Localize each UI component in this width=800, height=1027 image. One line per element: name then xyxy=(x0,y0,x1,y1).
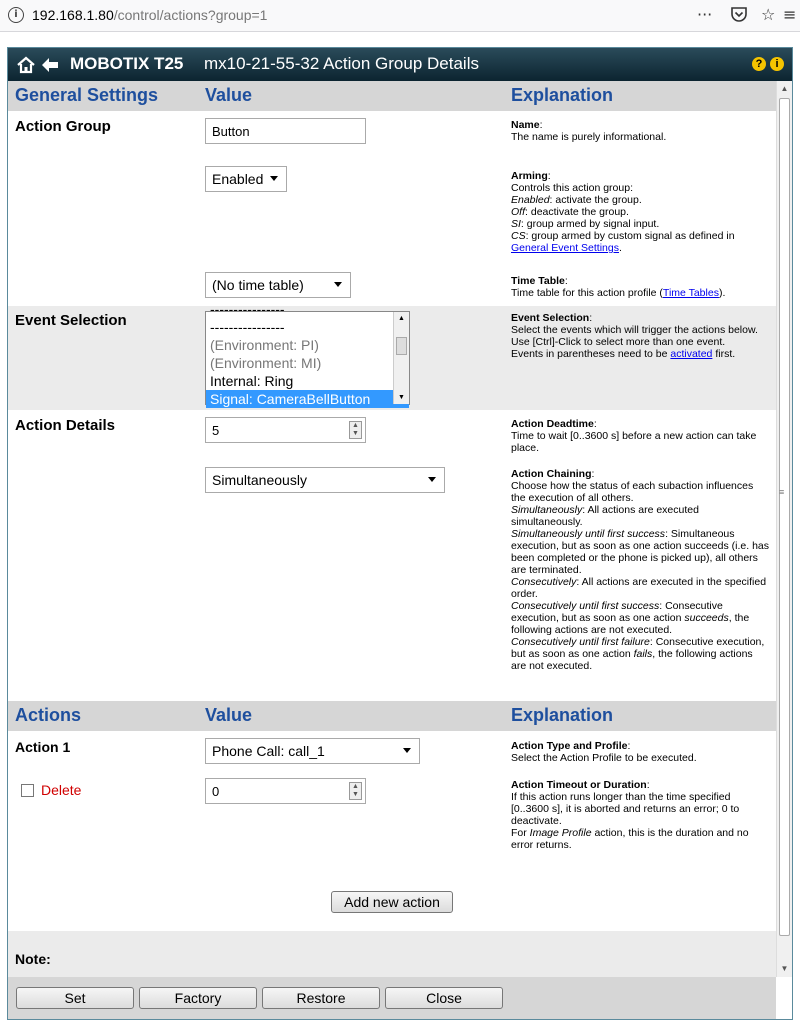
set-button[interactable]: Set xyxy=(16,987,134,1009)
info-icon[interactable]: i xyxy=(770,57,784,71)
url-path: /control/actions?group=1 xyxy=(113,7,268,23)
footer-bar xyxy=(8,977,776,1019)
action-chaining-select[interactable] xyxy=(205,467,445,493)
arming-si-desc: : group armed by signal input. xyxy=(520,218,660,230)
event-expl-body2: Use [Ctrl]-Click to select more than one event. xyxy=(511,336,726,348)
timeout-em: Image Profile xyxy=(529,827,592,839)
action-chaining-select-value: Simultaneously xyxy=(212,472,307,488)
arming-si-term: SI xyxy=(511,218,521,230)
scroll-up-icon[interactable]: ▲ xyxy=(398,315,405,322)
time-table-expl-title: Time Table xyxy=(511,275,565,287)
page-title: mx10-21-55-32 Action Group Details xyxy=(204,54,479,73)
event-expl-body1: Select the events which will trigger the actions below. xyxy=(511,324,758,336)
list-item[interactable]: ---------------- xyxy=(210,301,285,317)
con-term: Consecutively xyxy=(511,576,577,588)
action-details-label: Action Details xyxy=(15,417,116,434)
con-desc: : All actions are executed in the specified order. xyxy=(511,576,767,600)
event-expl-body4: first. xyxy=(712,348,736,360)
event-selection-label: Event Selection xyxy=(15,312,127,329)
simf-term: Simultaneously until first success xyxy=(511,528,666,540)
event-listbox[interactable] xyxy=(205,301,410,407)
activated-link[interactable]: activated xyxy=(670,348,713,360)
explanation-col: Explanation xyxy=(511,705,614,725)
page-frame xyxy=(7,47,793,1020)
page-scrollbar[interactable] xyxy=(776,81,792,977)
list-item[interactable]: (Environment: MI) xyxy=(210,355,322,371)
list-item[interactable]: ---------------- xyxy=(210,319,285,335)
deadtime-expl-body: Time to wait [0..3600 s] before a new action can take place. xyxy=(511,430,757,454)
close-button[interactable]: Close xyxy=(385,987,503,1009)
name-expl-title: Name xyxy=(511,119,540,131)
listbox-scrollbar[interactable] xyxy=(393,312,409,404)
action-1-select[interactable] xyxy=(205,738,420,764)
sim-term: Simultaneously xyxy=(511,504,583,516)
chevron-down-icon xyxy=(428,477,436,482)
action-timeout-value: 0 xyxy=(212,784,220,799)
spinner-icon[interactable]: ▲ ▼ xyxy=(349,782,362,800)
arming-select[interactable] xyxy=(205,166,287,192)
scroll-down-icon[interactable]: ▼ xyxy=(398,394,405,401)
arming-select-value: Enabled xyxy=(212,171,264,187)
action-type-expl-title: Action Type and Profile xyxy=(511,740,628,752)
action-group-name-input[interactable] xyxy=(205,118,366,144)
back-arrow-icon[interactable] xyxy=(40,55,60,75)
event-expl-title: Event Selection xyxy=(511,312,590,324)
list-item-selected[interactable]: Signal: CameraBellButton xyxy=(206,390,409,408)
arming-cs-term: CS xyxy=(511,230,526,242)
chaining-expl-title: Action Chaining xyxy=(511,468,592,480)
delete-checkbox[interactable] xyxy=(21,784,34,797)
arming-enabled-term: Enabled xyxy=(511,194,550,206)
hamburger-menu-icon[interactable]: ≡ xyxy=(783,5,797,24)
arming-off-term: Off xyxy=(511,206,526,218)
action-deadtime-value: 5 xyxy=(212,423,220,438)
delete-label: Delete xyxy=(41,782,82,798)
page-header xyxy=(8,48,792,81)
simf-desc: : Simultaneous execution, but as soon as one action succeeds (i.e. has been completed or the phone is picked up), all others are terminated. xyxy=(511,528,769,576)
conf-em: fails xyxy=(633,648,653,660)
conf-desc1: : Consecutive execution, but as soon as one action xyxy=(511,636,765,660)
action-1-select-value: Phone Call: call_1 xyxy=(212,743,325,759)
spinner-icon[interactable]: ▲ ▼ xyxy=(349,421,362,439)
home-icon[interactable] xyxy=(16,55,36,75)
timeout-expl-body: If this action runs longer than the time specified [0..3600 s], it is aborted and returns an error; 0 to deactivate. xyxy=(511,791,740,827)
ellipsis-icon[interactable]: ··· xyxy=(697,5,713,24)
pocket-icon[interactable] xyxy=(730,5,748,27)
action-group-label: Action Group xyxy=(15,118,111,135)
arming-expl-title: Arming xyxy=(511,170,548,182)
value-col: Value xyxy=(205,85,253,105)
browser-toolbar xyxy=(0,0,800,32)
timeout-expl-body2a: For xyxy=(511,827,530,839)
list-item[interactable]: (Environment: PI) xyxy=(210,337,319,353)
time-table-select-value: (No time table) xyxy=(212,277,304,293)
time-table-expl-body: Time table for this action profile ( xyxy=(511,287,663,299)
cons-term: Consecutively until first success xyxy=(511,600,660,612)
add-new-action-button[interactable]: Add new action xyxy=(331,891,453,913)
action-timeout-explanation: Action Timeout or Duration: If this action runs longer than the time specified [0..3600 s], it is aborted and returns an error; 0 to deactivate. For Image Profile action, this is the duration and no error returns. xyxy=(511,779,749,851)
chaining-expl-intro: Choose how the status of each subaction influences the execution of all others. xyxy=(511,480,754,504)
scroll-thumb[interactable] xyxy=(396,337,407,355)
arming-explanation: Arming: Controls this action group: Enabled: activate the group. Off: deactivate the group. SI: group armed by signal input. CS: group armed by custom signal as defined in General Event Settings. xyxy=(511,170,735,254)
help-icon[interactable]: ? xyxy=(752,57,766,71)
cons-desc2: , the following actions are not executed. xyxy=(511,612,750,636)
event-selection-explanation: Event Selection: Select the events which will trigger the actions below. Use [Ctrl]-Click to select more than one event. Events in parentheses need to be activated first. xyxy=(511,312,758,360)
explanation-col: Explanation xyxy=(511,85,614,105)
grip-icon: ≡ xyxy=(779,487,785,497)
site-info-icon[interactable]: i xyxy=(8,7,24,23)
general-settings-col: General Settings xyxy=(15,85,159,105)
factory-button[interactable]: Factory xyxy=(139,987,257,1009)
cons-em: succeeds xyxy=(684,612,729,624)
action-deadtime-input[interactable] xyxy=(205,417,366,443)
arming-enabled-desc: : activate the group. xyxy=(549,194,642,206)
scroll-up-icon[interactable]: ▲ xyxy=(780,84,789,93)
actions-col: Actions xyxy=(15,705,82,725)
note-row xyxy=(8,931,776,951)
chevron-down-icon xyxy=(334,282,342,287)
star-icon[interactable]: ☆ xyxy=(761,5,776,24)
settings-content xyxy=(8,81,776,951)
name-explanation: Name: The name is purely informational. xyxy=(511,119,667,143)
scroll-down-icon[interactable]: ▼ xyxy=(780,964,789,973)
arming-cs-desc: : group armed by custom signal as defined in xyxy=(525,230,735,242)
time-tables-link[interactable]: Time Tables xyxy=(662,287,719,299)
chevron-down-icon xyxy=(270,176,278,181)
deadtime-explanation: Action Deadtime: Time to wait [0..3600 s] before a new action can take place. xyxy=(511,418,757,454)
time-table-expl-end: ). xyxy=(718,287,726,299)
time-table-select[interactable] xyxy=(205,272,351,298)
conf-desc2: , the following actions are not executed. xyxy=(511,648,753,672)
value-col: Value xyxy=(205,705,253,725)
general-settings-header xyxy=(8,81,776,111)
address-bar[interactable] xyxy=(32,7,267,23)
action-type-explanation: Action Type and Profile: Select the Action Profile to be executed. xyxy=(511,740,697,764)
cons-desc1: : Consecutive execution, but as soon as one action xyxy=(511,600,723,624)
action-timeout-input[interactable] xyxy=(205,778,366,804)
conf-term: Consecutively until first failure xyxy=(511,636,650,648)
note-band xyxy=(8,951,776,977)
scroll-thumb[interactable] xyxy=(779,98,790,936)
event-expl-body3: Events in parentheses need to be xyxy=(511,348,668,360)
name-expl-body: The name is purely informational. xyxy=(511,131,667,143)
list-item[interactable]: Internal: Ring xyxy=(210,373,294,389)
chaining-explanation: Action Chaining: Choose how the status of each subaction influences the execution of all others. Simultaneously: All actions are executed simultaneously. Simultaneously until first success: Simultaneous execution, but as soon as one action succeeds (i.e. has been completed or the phone is picked up), all others are terminated. Consecutively: All actions are executed in the specified order. Consecutively until first success: Consecutive execution, but as soon as one action succeeds, the following actions are not executed. Consecutively until first failure: Consecutive execution, but as soon as one action fails, the following actions are not executed. xyxy=(511,468,769,672)
deadtime-expl-title: Action Deadtime xyxy=(511,418,594,430)
timeout-expl-body2b: action, this is the duration and no error returns. xyxy=(511,827,749,851)
general-event-settings-link[interactable]: General Event Settings xyxy=(511,242,619,254)
arming-expl-intro: Controls this action group: xyxy=(511,182,633,194)
brand-title: MOBOTIX T25 xyxy=(70,54,184,73)
note-label: Note: xyxy=(15,951,51,967)
action-type-expl-body: Select the Action Profile to be executed. xyxy=(511,752,697,764)
url-host: 192.168.1.80 xyxy=(32,7,114,23)
action-1-label: Action 1 xyxy=(15,739,71,755)
time-table-explanation: Time Table: Time table for this action profile (Time Tables). xyxy=(511,275,726,299)
timeout-expl-title: Action Timeout or Duration xyxy=(511,779,647,791)
arming-off-desc: : deactivate the group. xyxy=(525,206,629,218)
actions-header xyxy=(8,701,776,731)
chevron-down-icon xyxy=(403,748,411,753)
restore-button[interactable]: Restore xyxy=(262,987,380,1009)
sim-desc: : All actions are executed simultaneously. xyxy=(511,504,699,528)
